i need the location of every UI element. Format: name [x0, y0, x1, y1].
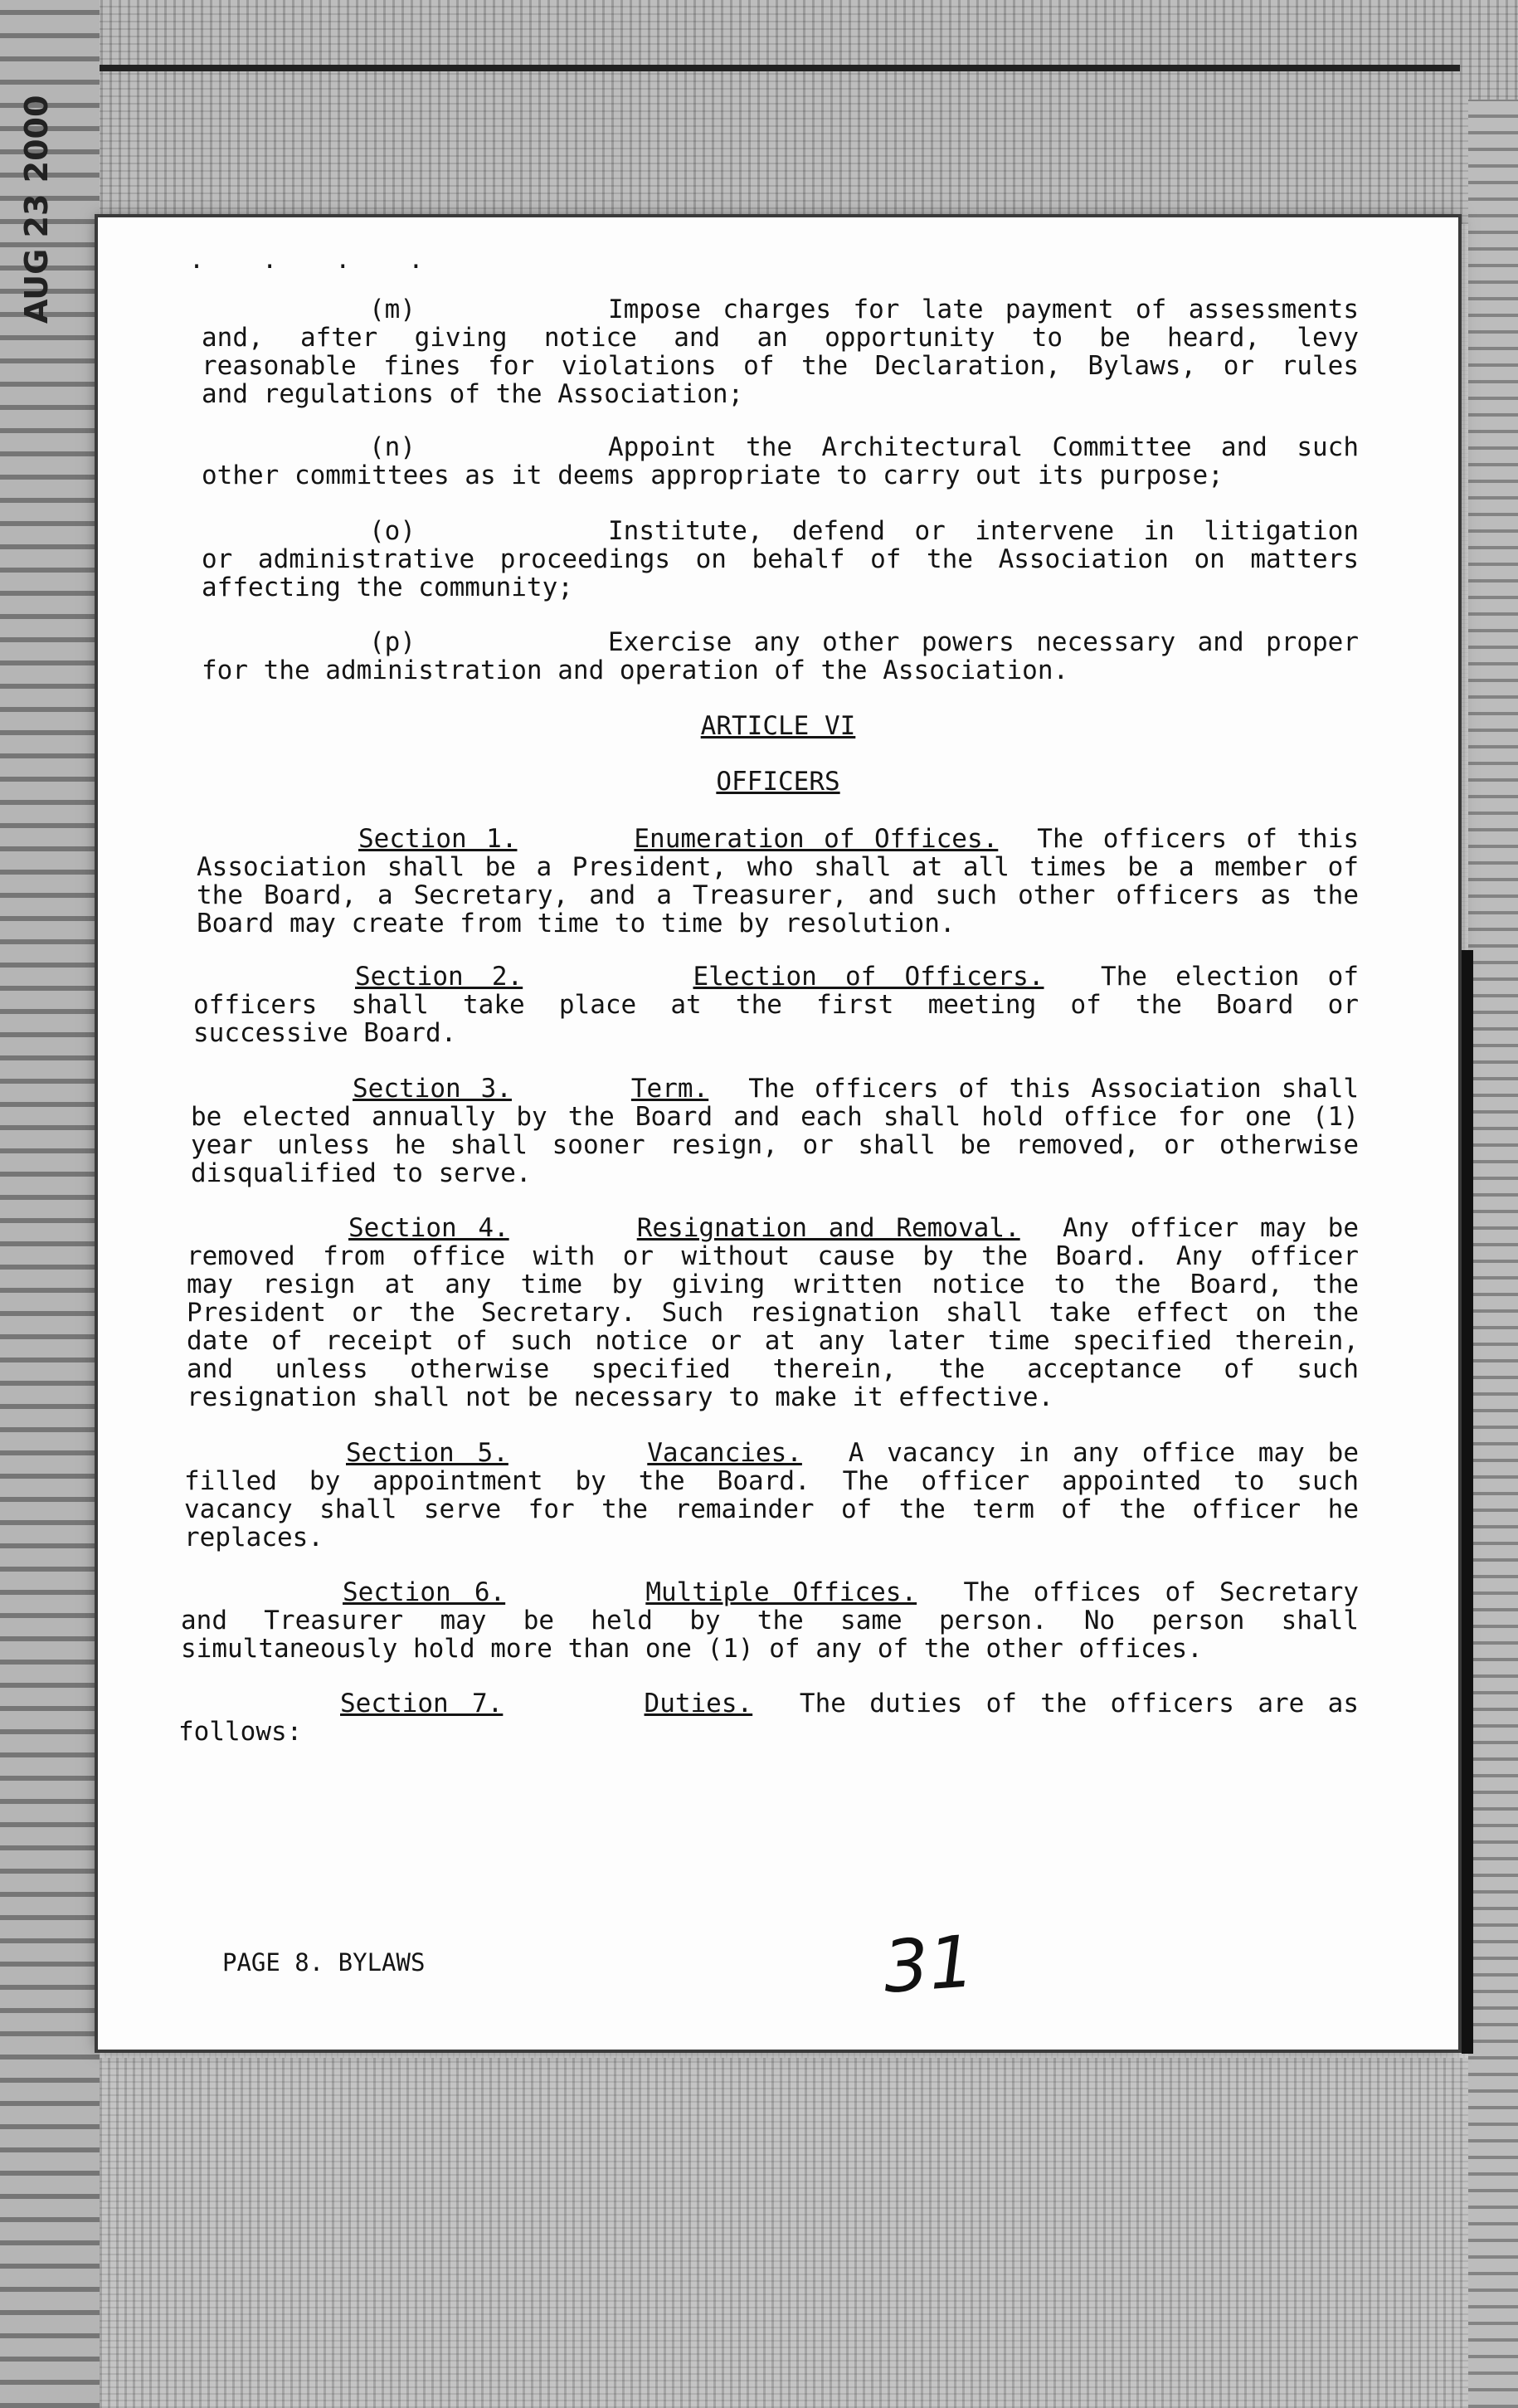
section-line: removed from office with or without cause by the Board. Any officer — [187, 1241, 1359, 1271]
scan-top-artifact — [0, 0, 1518, 224]
section-last-line: simultaneously hold more than one (1) of any of the other offices. — [181, 1634, 1203, 1664]
item-line: or administrative proceedings on behalf of the Association on matters — [202, 544, 1359, 574]
section-first-text: The election of — [1100, 962, 1360, 992]
section-line: and unless otherwise specified therein, the acceptance of such — [187, 1354, 1359, 1384]
article-title: OFFICERS — [716, 767, 840, 797]
section-first-text: The officers of this — [1037, 824, 1360, 854]
item-last-line: other committees as it deems appropriate to carry out its purpose; — [202, 461, 1224, 490]
section-last-line: replaces. — [184, 1523, 324, 1553]
scan-top-rule — [100, 65, 1460, 71]
item-last-line: and regulations of the Association; — [202, 379, 744, 409]
section-heading: Election of Officers. — [693, 962, 1044, 992]
section-line: vacancy shall serve for the remainder of the term of the officer he — [184, 1494, 1359, 1524]
item-last-line: affecting the community; — [202, 573, 573, 602]
section-number: Section 5. — [346, 1438, 508, 1468]
scan-right-artifact — [1468, 100, 1518, 2408]
item-label: (m) — [369, 295, 416, 324]
item-first-line: Appoint the Architectural Committee and such — [608, 432, 1359, 462]
section-line: be elected annually by the Board and each shall hold office for one (1) — [191, 1102, 1359, 1132]
item-first-line: Institute, defend or intervene in litigation — [608, 516, 1359, 546]
section-first-text: Any officer may be — [1063, 1213, 1360, 1243]
section-last-line: disqualified to serve. — [191, 1158, 532, 1188]
scan-left-artifact — [0, 0, 100, 2408]
section-number: Section 6. — [343, 1577, 506, 1607]
section-line: may resign at any time by giving written notice to the Board, the — [187, 1270, 1359, 1299]
section-number: Section 7. — [340, 1689, 504, 1718]
section-last-line: follows: — [178, 1717, 303, 1747]
section-line: the Board, a Secretary, and a Treasurer, and such other officers as the — [197, 880, 1359, 910]
section-heading: Enumeration of Offices. — [634, 824, 999, 854]
item-label: (n) — [369, 432, 416, 462]
section-first-text: The officers of this Association shall — [748, 1074, 1360, 1104]
item-line: reasonable fines for violations of the Declaration, Bylaws, or rules — [202, 351, 1359, 381]
section-line: officers shall take place at the first meeting of the Board or — [193, 990, 1359, 1020]
section-first-line — [346, 1439, 1359, 1467]
section-line: and Treasurer may be held by the same person. No person shall — [181, 1606, 1359, 1635]
section-first-line — [343, 1578, 1359, 1606]
section-last-line: successive Board. — [193, 1018, 457, 1048]
item-first-line: Impose charges for late payment of assessments — [608, 295, 1359, 324]
section-line: filled by appointment by the Board. The officer appointed to such — [184, 1466, 1359, 1496]
section-number: Section 1. — [358, 824, 518, 854]
section-number: Section 4. — [348, 1213, 509, 1243]
section-last-line: resignation shall not be necessary to make it effective. — [187, 1382, 1054, 1412]
item-label: (p) — [369, 627, 416, 657]
page-footer-label: PAGE 8. BYLAWS — [222, 1948, 426, 1977]
section-first-line — [353, 1075, 1359, 1103]
section-number: Section 3. — [353, 1074, 512, 1104]
item-first-line: Exercise any other powers necessary and proper — [608, 627, 1359, 657]
section-heading: Duties. — [644, 1689, 753, 1718]
section-first-line — [348, 1214, 1359, 1242]
scan-right-bar — [1462, 950, 1473, 2054]
section-line: Association shall be a President, who shall at all times be a member of — [197, 852, 1359, 882]
section-first-text: A vacancy in any office may be — [848, 1438, 1360, 1468]
section-line: date of receipt of such notice or at any later time specified therein, — [187, 1326, 1359, 1356]
handwritten-page-number: 31 — [880, 1920, 977, 2010]
scan-dots: . . . . — [189, 246, 445, 275]
section-line: President or the Secretary. Such resignation shall take effect on the — [187, 1298, 1359, 1328]
section-first-text: The duties of the officers are as — [799, 1689, 1360, 1718]
section-last-line: Board may create from time to time by resolution. — [197, 909, 956, 938]
item-line: and, after giving notice and an opportunity to be heard, levy — [202, 323, 1359, 353]
section-line: year unless he shall sooner resign, or shall be removed, or otherwise — [191, 1130, 1359, 1160]
item-label: (o) — [369, 516, 416, 546]
section-heading: Vacancies. — [647, 1438, 802, 1468]
section-heading: Multiple Offices. — [645, 1577, 917, 1607]
section-first-line — [358, 825, 1359, 853]
section-heading: Resignation and Removal. — [636, 1213, 1020, 1243]
section-first-line — [355, 963, 1359, 991]
section-number: Section 2. — [355, 962, 523, 992]
scan-bottom-artifact — [0, 2058, 1518, 2408]
section-first-text: The offices of Secretary — [963, 1577, 1360, 1607]
section-heading: Term. — [630, 1074, 709, 1104]
section-first-line — [340, 1689, 1359, 1718]
article-number: ARTICLE VI — [700, 711, 856, 741]
item-last-line: for the administration and operation of the Association. — [202, 656, 1069, 685]
